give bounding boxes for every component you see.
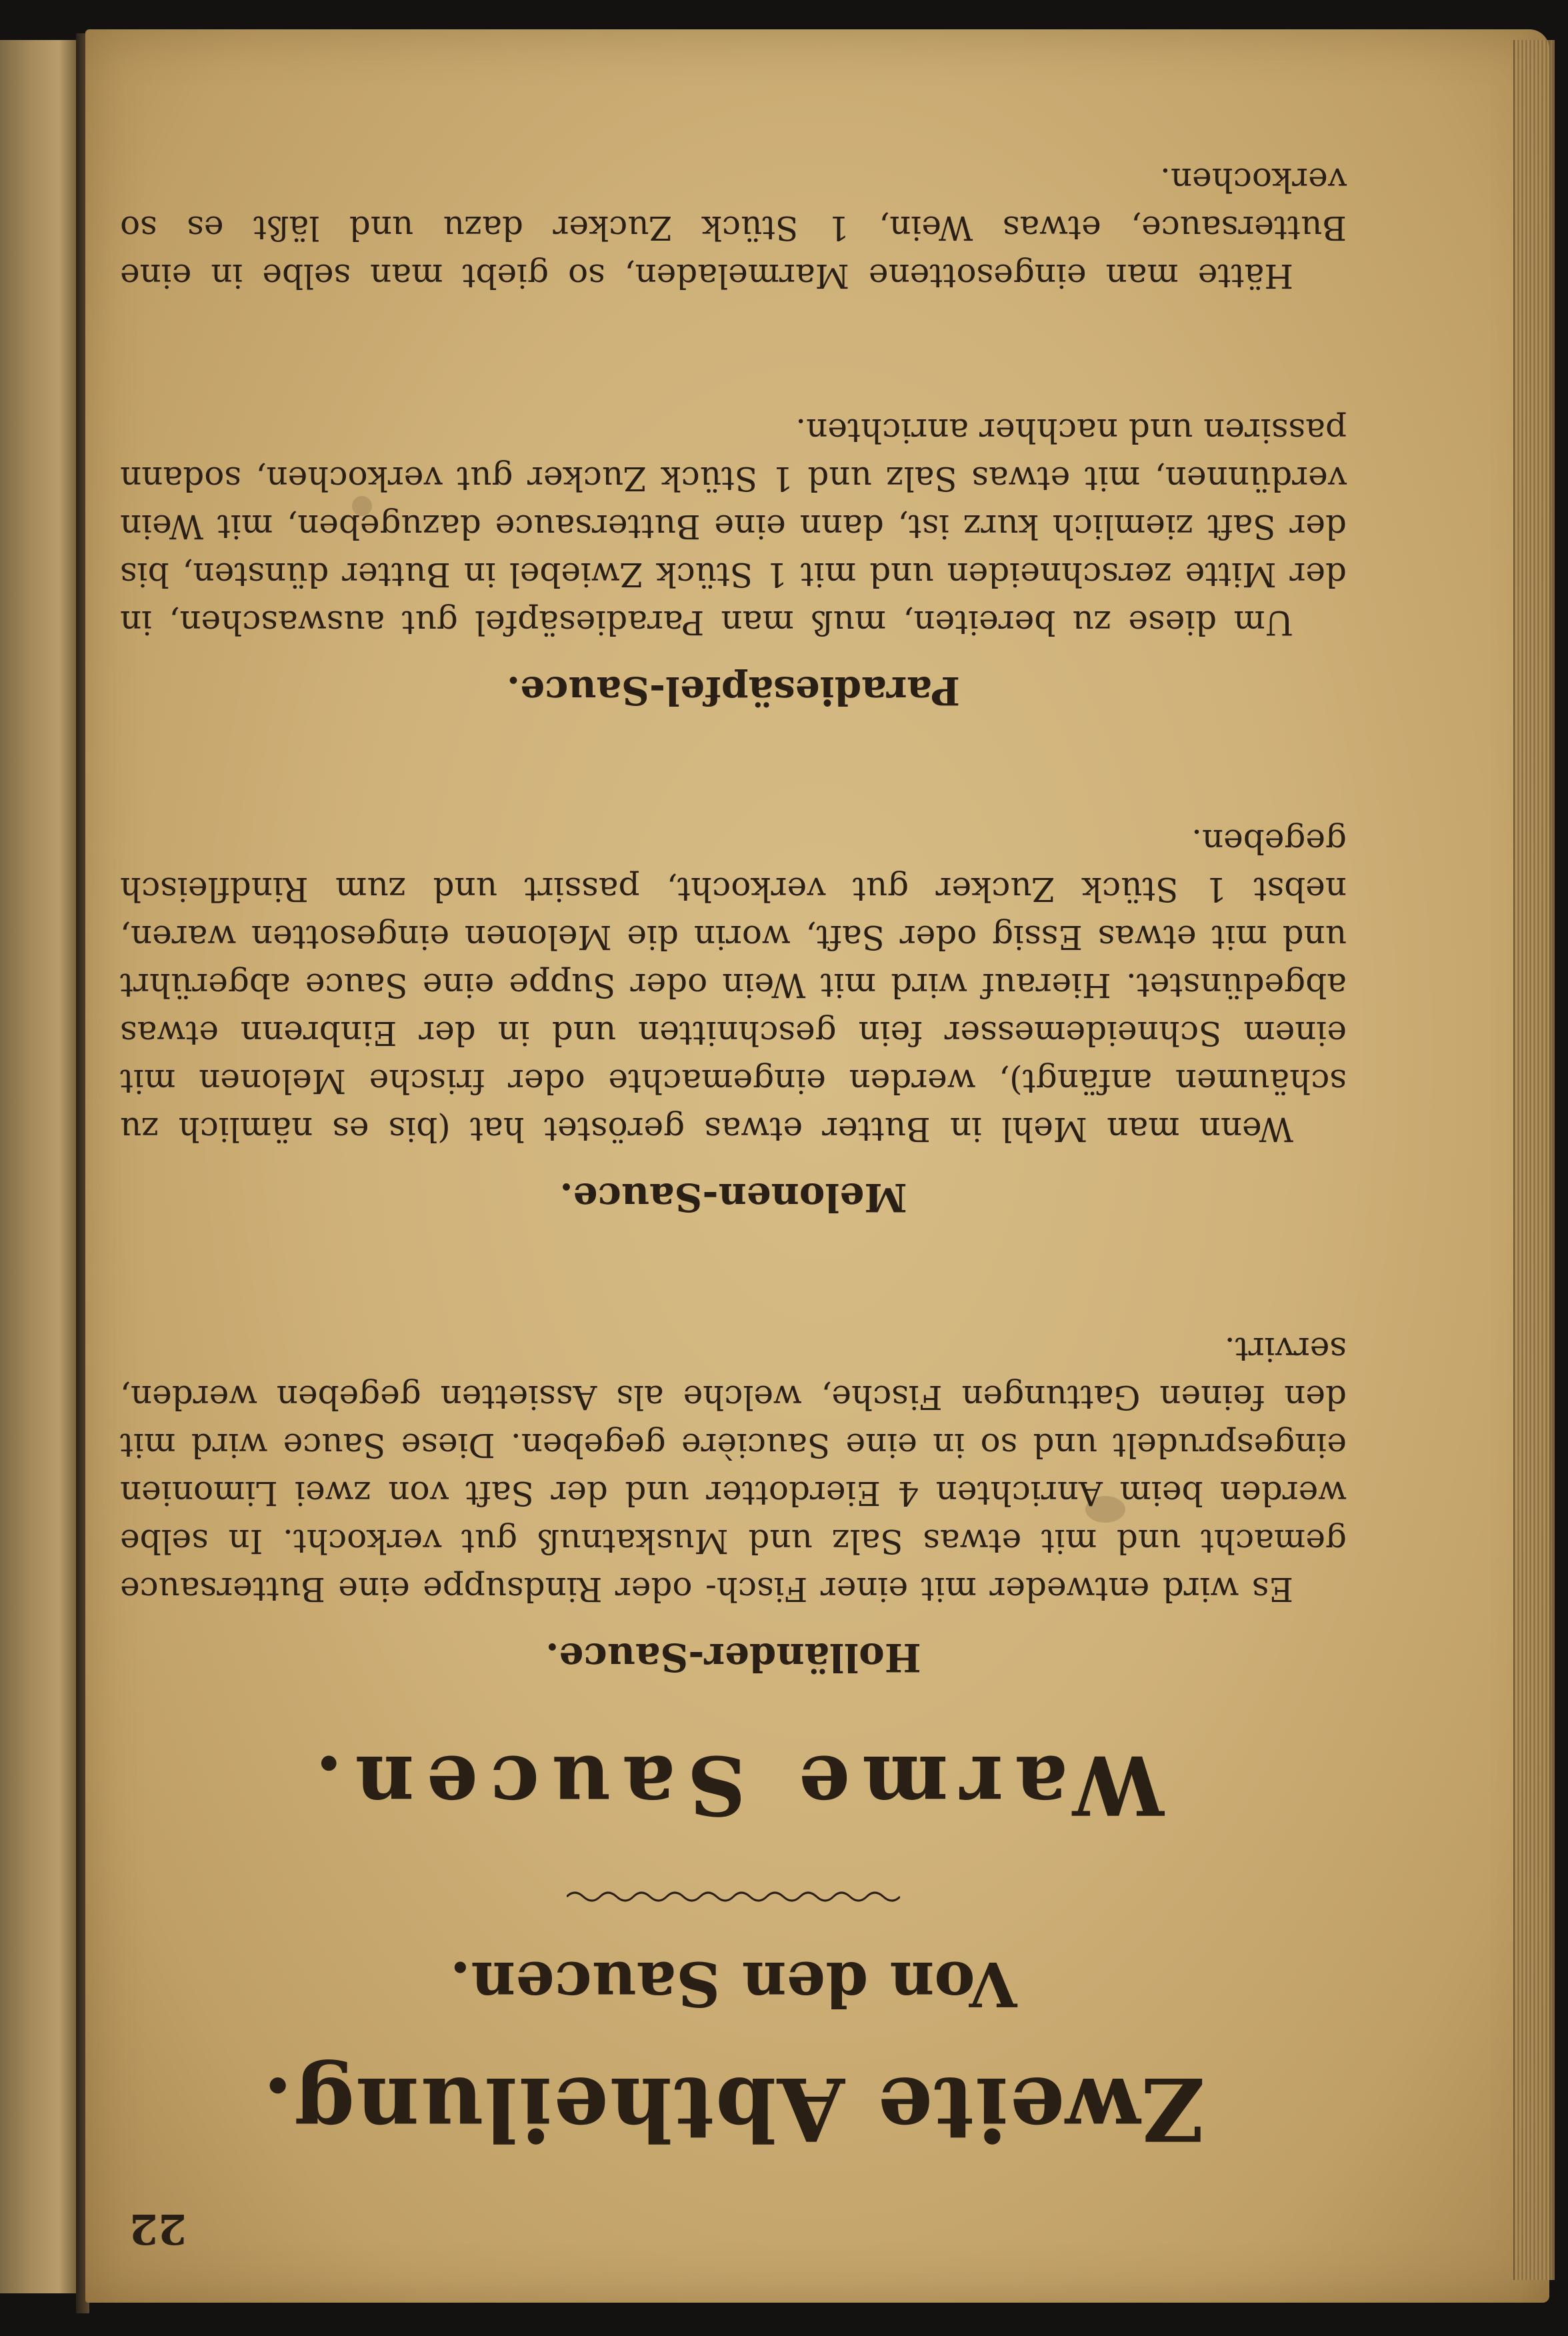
page-number: 22: [129, 2205, 187, 2253]
recipe-title: Holländer-Sauce.: [545, 1635, 921, 1680]
upside-down-text-block: [93, 67, 1373, 2267]
recipe-title: Melonen-Sauce.: [559, 1175, 907, 1220]
recipe-text-extra: Hätte man eingesottene Marmeladen, so giebt man selbe in eine Buttersauce, etwas Wein, 1 Stück Zucker dazu und läßt es so verkochen.: [120, 161, 1347, 295]
section-subtitle: Von den Saucen.: [449, 1948, 1017, 2020]
page-stack-edges: [1513, 40, 1555, 2280]
recipe-text: Wenn man Mehl in Butter etwas geröstet hat (bis es nämlich zu schäumen anfängt), werden eingemachte oder frische Melonen mit einem Schneidemesser fein geschnitten und in der Einbrenn etwas abgedünstet. Hierauf wird mit Wein oder Suppe eine Sauce abgerührt und mit etwas Essig oder Saft, worin die Melonen eingesotten waren, nebst 1 Stück Zucker gut verkocht, passirt und zum Rindfleisch gegeben.: [120, 822, 1347, 1149]
recipe-text: Es wird entweder mit einer Fisch- oder Rindsuppe eine Buttersauce gemacht und mit etwas Salz und Muskatnuß gut verkocht. In selbe werden beim Anrichten 4 Eierdotter und der Saft von zwei Limonien eingesprudelt und so in eine Saucière gegeben. Diese Sauce wird mit den feinen Gattungen Fische, welche als Assietten gegeben werden, servirt.: [120, 1330, 1347, 1609]
left-page-edge: [0, 40, 81, 2293]
recipe-text: Um diese zu bereiten, muß man Paradiesäpfel gut auswaschen, in der Mitte zerschneiden und mit 1 Stück Zwiebel in Butter dünsten, bis der Saft ziemlich kurz ist, dann eine Buttersauce dazugeben, mit Wein verdünnen, mit etwas Salz und 1 Stück Zucker gut verkochen, sodann passiren und nachher anrichten.: [120, 411, 1347, 642]
chapter-heading: Warme Saucen.: [303, 1737, 1164, 1833]
section-title: Zweite Abtheilung.: [261, 2058, 1205, 2160]
wavy-divider-ornament: [567, 1887, 900, 1907]
recipe-title: Paradiesäpfel-Sauce.: [506, 668, 961, 713]
